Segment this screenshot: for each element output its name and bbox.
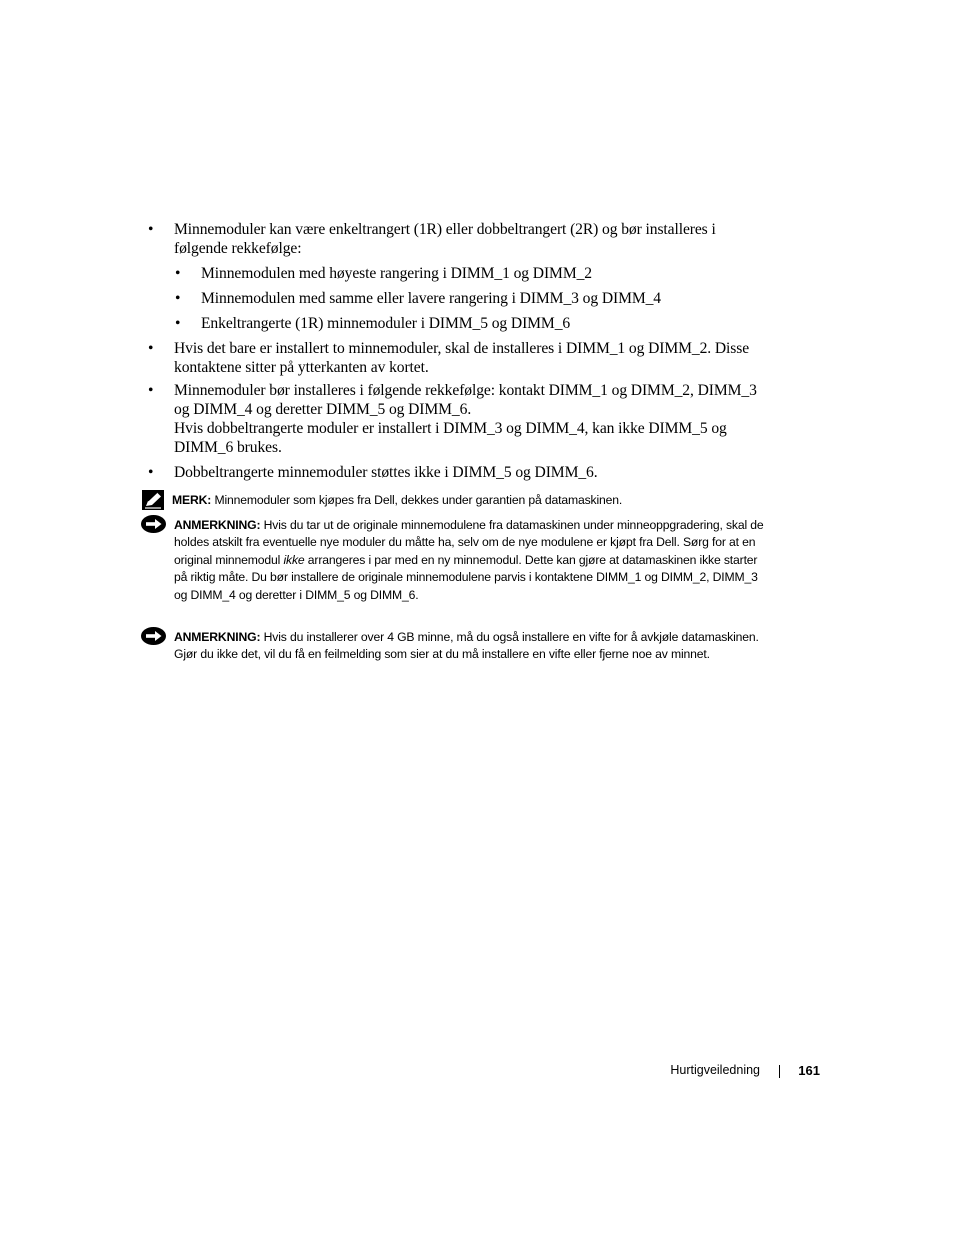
bullet-item-two-modules (148, 339, 764, 377)
bullet-item-install-order (148, 381, 764, 457)
notice-label: ANMERKNING: (174, 630, 261, 644)
bullet-marker: • (148, 382, 154, 399)
sub-bullet-marker: • (175, 265, 181, 282)
notice-text: Hvis du installerer over 4 GB minne, må du også installere en vifte for å avkjøle datamaskinen. Gjør du ikke det, vil du få en feilmelding som sier at du må installere en vifte eller fjerne noe av minnet. (174, 630, 759, 662)
notice-arrow-icon (141, 515, 166, 538)
page-footer (600, 1062, 820, 1080)
bullet-text: Dobbeltrangerte minnemoduler støttes ikke i DIMM_5 og DIMM_6. (174, 464, 598, 481)
footer-section-title: Hurtigveiledning (670, 1063, 760, 1077)
bullet-marker: • (148, 221, 154, 238)
sub-bullet-item (175, 264, 761, 283)
sub-bullet-text: Minnemodulen med samme eller lavere rangering i DIMM_3 og DIMM_4 (201, 290, 662, 307)
sub-bullet-marker: • (175, 315, 181, 332)
notice-text-continued: arrangeres i par med en ny minnemodul. Dette kan gjøre at datamaskinen ikke starter på riktig måte. Du bør installere de originale minnemodulene parvis i kontaktene DIMM_1 og DIMM_2, DIMM_3 og DIMM_4 og deretter i DIMM_5 og DIMM_6. (174, 552, 758, 602)
bullet-text-continued: Hvis dobbeltrangerte moduler er installert i DIMM_3 og DIMM_4, kan ikke DIMM_5 og DIMM_6 brukes. (174, 420, 727, 456)
notice-emphasis: ikke (283, 552, 305, 567)
bullet-text: Minnemoduler bør installeres i følgende rekkefølge: kontakt DIMM_1 og DIMM_2, DIMM_3 og DIMM_4 og deretter DIMM_5 og DIMM_6. (174, 382, 757, 418)
note-callout (172, 492, 762, 509)
bullet-item-memory-ranking (148, 220, 764, 258)
bullet-marker: • (148, 340, 154, 357)
pencil-note-icon (142, 490, 164, 515)
bullet-marker: • (148, 464, 154, 481)
bullet-item-dual-rank-unsupported (148, 463, 764, 482)
notice-label: ANMERKNING: (174, 518, 261, 532)
sub-bullet-item (175, 289, 761, 308)
bullet-text: Hvis det bare er installert to minnemoduler, skal de installeres i DIMM_1 og DIMM_2. Disse kontaktene sitter på ytterkanten av kortet. (174, 340, 750, 376)
notice-callout-fan (174, 629, 764, 664)
sub-bullet-item (175, 314, 761, 333)
note-label: MERK: (172, 493, 212, 507)
notice-text: Hvis du tar ut de originale minnemodulene fra datamaskinen under minneoppgradering, skal de holdes atskilt fra eventuelle nye moduler du måtte ha, selv om de nye modulene er kjøpt fra Dell. Sørg for at en original minnemodul (174, 518, 764, 567)
page-number: 161 (798, 1063, 820, 1078)
footer-separator (779, 1065, 780, 1078)
notice-arrow-icon (141, 627, 166, 650)
bullet-text: Minnemoduler kan være enkeltrangert (1R) eller dobbeltrangert (2R) og bør installeres i følgende rekkefølge: (174, 221, 716, 257)
sub-bullet-text: Enkeltrangerte (1R) minnemoduler i DIMM_5 og DIMM_6 (201, 315, 571, 332)
note-text: Minnemoduler som kjøpes fra Dell, dekkes under garantien på datamaskinen. (214, 493, 623, 507)
sub-bullet-text: Minnemodulen med høyeste rangering i DIMM_1 og DIMM_2 (201, 265, 592, 282)
sub-bullet-marker: • (175, 290, 181, 307)
notice-callout-original-modules (174, 517, 764, 604)
